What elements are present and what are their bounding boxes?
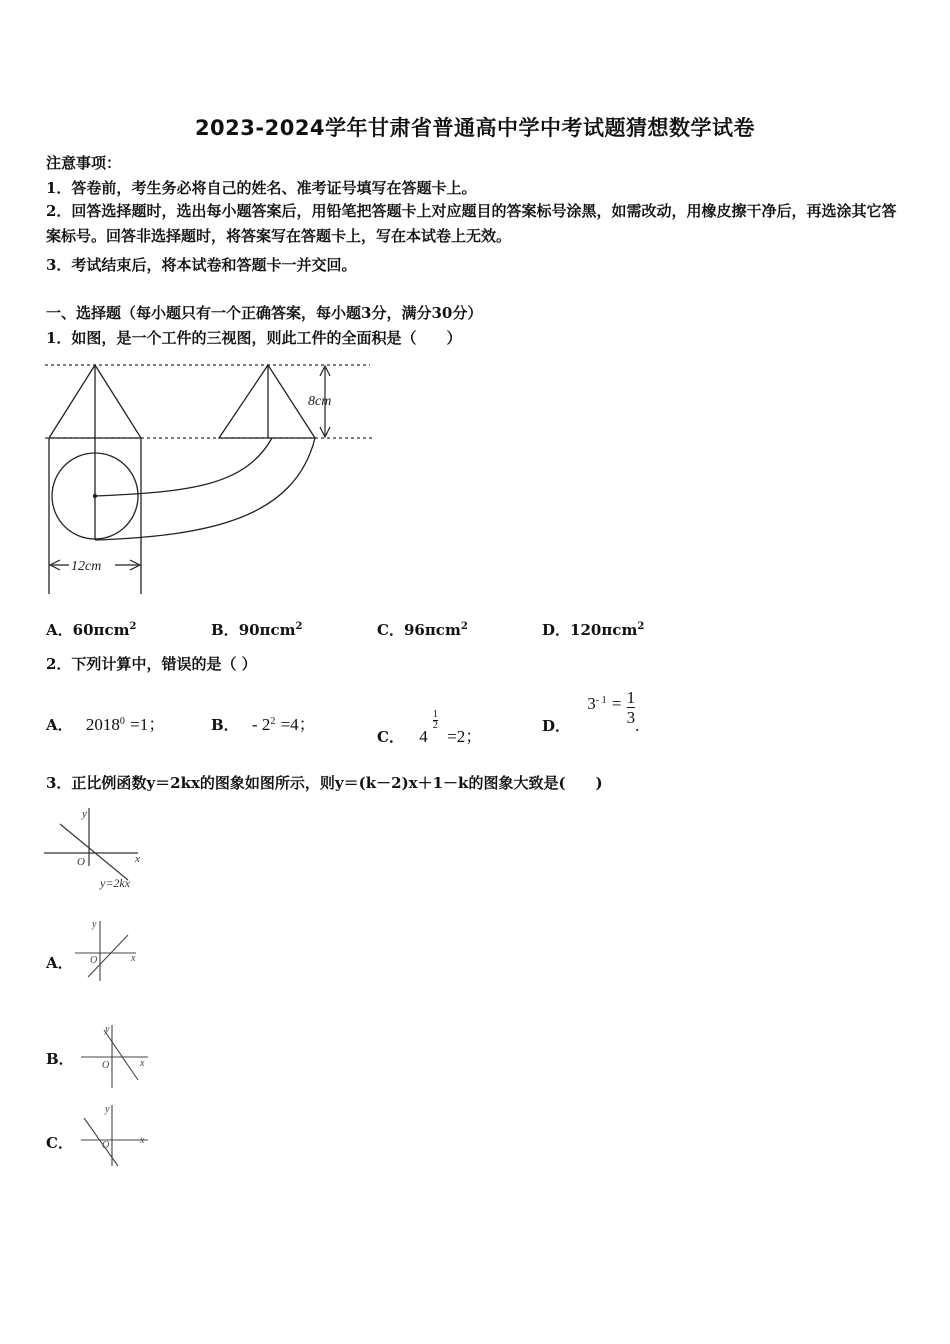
svg-text:y: y [92, 919, 97, 930]
svg-text:O: O [102, 1140, 110, 1151]
svg-text:y=2kx: y=2kx [100, 876, 131, 890]
svg-text:O: O [77, 856, 85, 868]
q3-option-c[interactable]: C． [46, 1134, 73, 1152]
svg-text:O: O [90, 955, 98, 966]
svg-text:y: y [82, 808, 87, 820]
q1-option-a[interactable]: A．60πcm$^2$ [46, 621, 137, 639]
question-1-stem: 1．如图，是一个工件的三视图，则此工件的全面积是（ ） [46, 329, 462, 347]
notice-heading: 注意事项： [46, 154, 122, 172]
svg-text:x: x [140, 1135, 145, 1146]
q3-option-b[interactable]: B． [46, 1050, 74, 1068]
q1-option-c[interactable]: C．96πcm$^2$ [377, 621, 468, 639]
svg-text:x: x [135, 853, 140, 865]
q2-option-d[interactable]: D． $3^{- 1}$ = $\frac{1}{3}$ . [542, 688, 640, 735]
section-heading: 一、选择题（每小题只有一个正确答案，每小题3分，满分30分） [46, 304, 483, 322]
q2-option-a[interactable]: A． 2018$^0$ =1； [46, 715, 166, 734]
q3-option-a[interactable]: A． [46, 954, 73, 972]
svg-text:O: O [102, 1060, 110, 1071]
notice-item-1: 1．答卷前，考生务必将自己的姓名、准考证号填写在答题卡上。 [46, 179, 477, 197]
q1-option-b[interactable]: B．90πcm$^2$ [211, 621, 303, 639]
svg-text:y: y [105, 1104, 110, 1115]
q2-option-b[interactable]: B． - $2^2 =4$； [211, 715, 316, 734]
q2-option-c[interactable]: C． 4 $\frac{1}{2}$ =2； [377, 709, 483, 746]
q3-option-c-graph[interactable] [76, 1100, 154, 1172]
notice-item-3: 3．考试结束后，将本试卷和答题卡一并交回。 [46, 256, 357, 274]
q3-option-a-graph[interactable] [70, 915, 142, 990]
page-title: 2023-2024学年甘肃省普通高中学中考试题猜想数学试卷 [194, 116, 756, 140]
svg-text:x: x [131, 953, 136, 964]
three-view-figure [40, 358, 385, 603]
q1-option-d[interactable]: D．120πcm$^2$ [542, 621, 645, 639]
q3-option-b-graph[interactable] [76, 1020, 154, 1092]
width-label: 12cm [71, 559, 102, 574]
question-3-stem: 3．正比例函数y＝2kx的图象如图所示，则y＝(k－2)x＋1－k的图象大致是( ) [46, 774, 603, 792]
svg-text:x: x [140, 1058, 145, 1069]
height-label: 8cm [308, 394, 332, 409]
q3-reference-graph [40, 800, 150, 895]
notice-item-2: 2．回答选择题时，选出每小题答案后，用铅笔把答题卡上对应题目的答案标号涂黑，如需改动，用橡皮擦干净后，再选涂其它答案标号。回答非选择题时，将答案写在答题卡上，写在本试卷上无效。 [46, 202, 897, 245]
svg-text:y: y [105, 1024, 110, 1035]
question-2-stem: 2．下列计算中，错误的是（ ） [46, 655, 257, 673]
